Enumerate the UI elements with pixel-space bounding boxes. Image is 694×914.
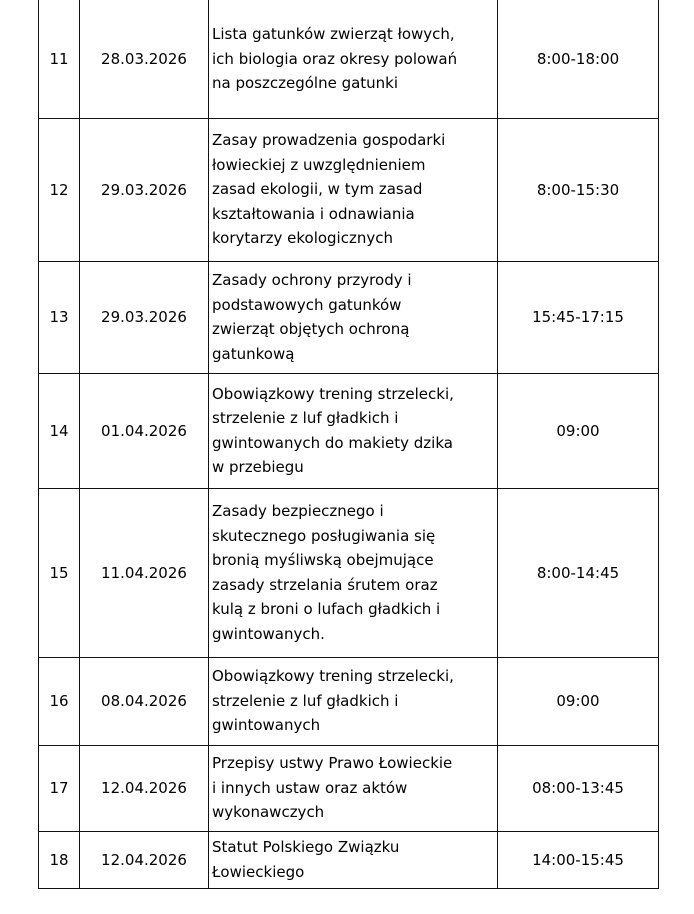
row-time: 14:00-15:45 bbox=[498, 831, 659, 888]
topic-line: na poszczególne gatunki bbox=[212, 74, 399, 92]
row-time: 8:00-14:45 bbox=[498, 488, 659, 657]
row-topic bbox=[209, 488, 498, 657]
table-row bbox=[39, 745, 659, 831]
topic-line: kształtowania i odnawiania bbox=[212, 204, 415, 223]
topic-line: zasady strzelania śrutem oraz bbox=[212, 575, 438, 594]
topic-line: wykonawczych bbox=[212, 803, 325, 822]
row-number: 11 bbox=[39, 0, 80, 118]
topic-line: strzelenie z luf gładkich i bbox=[212, 409, 399, 427]
topic-line: Obowiązkowy trening strzelecki, bbox=[212, 667, 454, 686]
row-number: 16 bbox=[39, 657, 80, 745]
topic-line: podstawowych gatunków bbox=[212, 295, 402, 314]
row-time: 08:00-13:45 bbox=[498, 745, 659, 831]
row-time: 09:00 bbox=[498, 373, 659, 488]
topic-line: bronią myśliwską obejmujące bbox=[212, 551, 434, 569]
row-number: 18 bbox=[39, 831, 80, 888]
topic-line: zasad ekologii, w tym zasad bbox=[212, 180, 423, 199]
topic-line: korytarzy ekologicznych bbox=[212, 229, 393, 248]
row-number: 14 bbox=[39, 373, 80, 488]
topic-line: i innych ustaw oraz aktów bbox=[212, 778, 408, 797]
row-date: 11.04.2026 bbox=[80, 488, 209, 657]
topic-line: ich biologia oraz okresy polowań bbox=[212, 49, 458, 68]
table-row bbox=[39, 118, 659, 261]
row-topic bbox=[209, 831, 498, 888]
topic-line: łowieckiej z uwzględnieniem bbox=[212, 155, 426, 174]
topic-line: strzelenie z luf gładkich i bbox=[212, 691, 399, 710]
schedule-table-body bbox=[39, 0, 659, 888]
topic-line: Lista gatunków zwierząt łowych, bbox=[212, 25, 455, 43]
topic-line: Zasay prowadzenia gospodarki bbox=[212, 131, 446, 150]
topic-line: Statut Polskiego Związku bbox=[212, 838, 400, 856]
row-date: 12.04.2026 bbox=[80, 745, 209, 831]
topic-line: skutecznego posługiwania się bbox=[212, 526, 436, 545]
topic-line: gatunkową bbox=[212, 344, 295, 363]
topic-line: Przepisy ustwy Prawo Łowieckie bbox=[212, 754, 453, 773]
row-date: 12.04.2026 bbox=[80, 831, 209, 888]
topic-line: gwintowanych. bbox=[212, 624, 325, 643]
row-date: 28.03.2026 bbox=[80, 0, 209, 118]
table-row bbox=[39, 261, 659, 373]
row-date: 01.04.2026 bbox=[80, 373, 209, 488]
row-number: 12 bbox=[39, 118, 80, 261]
row-topic bbox=[209, 657, 498, 745]
row-time: 8:00-18:00 bbox=[498, 0, 659, 118]
table-row bbox=[39, 657, 659, 745]
row-topic bbox=[209, 373, 498, 488]
row-time: 15:45-17:15 bbox=[498, 261, 659, 373]
table-row bbox=[39, 0, 659, 118]
topic-line: Obowiązkowy trening strzelecki, bbox=[212, 384, 454, 403]
row-time: 8:00-15:30 bbox=[498, 118, 659, 261]
row-number: 13 bbox=[39, 261, 80, 373]
table-row bbox=[39, 373, 659, 488]
row-time: 09:00 bbox=[498, 657, 659, 745]
schedule-table bbox=[38, 0, 659, 889]
row-date: 08.04.2026 bbox=[80, 657, 209, 745]
topic-line: Łowieckiego bbox=[212, 862, 305, 881]
topic-line: w przebiegu bbox=[212, 458, 304, 476]
row-topic bbox=[209, 261, 498, 373]
table-row bbox=[39, 831, 659, 888]
topic-line: kulą z broni o lufach gładkich i bbox=[212, 600, 441, 618]
table-row bbox=[39, 488, 659, 657]
row-date: 29.03.2026 bbox=[80, 261, 209, 373]
topic-line: Zasady ochrony przyrody i bbox=[212, 271, 412, 289]
row-topic bbox=[209, 745, 498, 831]
row-number: 15 bbox=[39, 488, 80, 657]
topic-line: gwintowanych do makiety dzika bbox=[212, 433, 453, 452]
topic-line: Zasady bezpiecznego i bbox=[212, 502, 384, 520]
row-topic bbox=[209, 0, 498, 118]
row-date: 29.03.2026 bbox=[80, 118, 209, 261]
row-number: 17 bbox=[39, 745, 80, 831]
topic-line: zwierząt objętych ochroną bbox=[212, 320, 410, 338]
row-topic bbox=[209, 118, 498, 261]
topic-line: gwintowanych bbox=[212, 716, 321, 735]
